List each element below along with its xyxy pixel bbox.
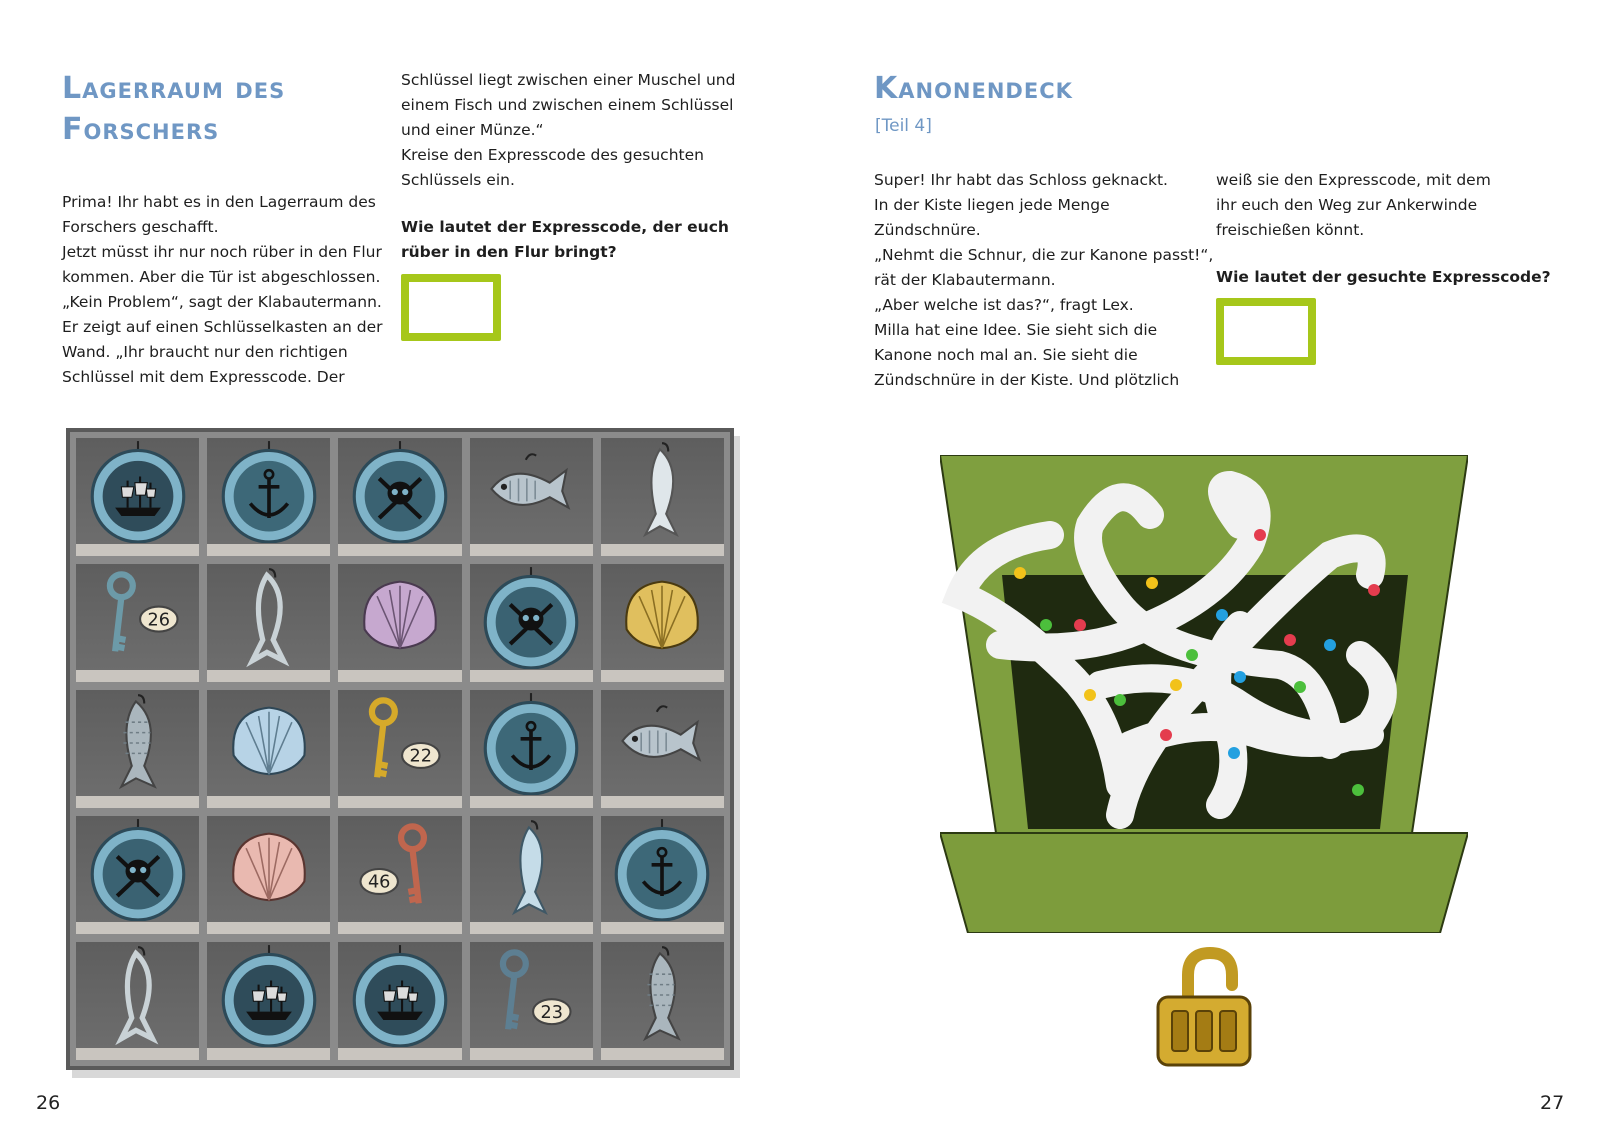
question-line: Wie lautet der gesuchte Expresscode?	[1216, 268, 1551, 286]
left-text-column-2	[401, 68, 735, 193]
cabinet-slot[interactable]	[76, 942, 199, 1060]
cabinet-slot[interactable]	[470, 564, 593, 682]
text-line: Wand. „Ihr braucht nur den richtigen	[62, 343, 348, 361]
text-line: Schlüssels ein.	[401, 171, 515, 189]
cabinet-slot[interactable]	[338, 438, 461, 556]
text-line: „Kein Problem“, sagt der Klabautermann.	[62, 293, 382, 311]
cabinet-slot[interactable]	[601, 690, 724, 808]
skull-coin-icon	[479, 565, 583, 669]
key-tag-code: 23	[540, 1002, 564, 1023]
text-line: kommen. Aber die Tür ist abgeschlossen.	[62, 268, 381, 286]
key-tag-code: 46	[367, 872, 391, 893]
text-line: In der Kiste liegen jede Menge	[874, 196, 1110, 214]
text-line: Super! Ihr habt das Schloss geknackt.	[874, 171, 1168, 189]
key-icon	[86, 565, 190, 669]
left-question	[401, 215, 729, 265]
right-question	[1216, 265, 1551, 290]
text-line: ihr euch den Weg zur Ankerwinde	[1216, 196, 1478, 214]
text-line: einem Fisch und zwischen einem Schlüssel	[401, 96, 734, 114]
right-text-column-2	[1216, 168, 1491, 243]
key-tag-code: 26	[147, 610, 170, 631]
text-line: weiß sie den Expresscode, mit dem	[1216, 171, 1491, 189]
cabinet-slot[interactable]	[207, 816, 330, 934]
cabinet-slot[interactable]	[601, 816, 724, 934]
cabinet-slot[interactable]	[601, 564, 724, 682]
fish-scales-charm-icon	[610, 943, 714, 1047]
fuse-crate-illustration	[940, 455, 1468, 933]
question-line: rüber in den Flur bringt?	[401, 243, 617, 261]
cabinet-slot[interactable]	[470, 690, 593, 808]
title-line: Lagerraum des	[62, 71, 286, 106]
cabinet-slot[interactable]	[338, 816, 461, 934]
cabinet-slot[interactable]	[207, 942, 330, 1060]
fish-charm-icon	[479, 439, 583, 543]
shell-icon	[348, 565, 452, 669]
right-page-subtitle: [Teil 4]	[875, 116, 932, 136]
title-line: Forschers	[62, 112, 220, 147]
cabinet-slot[interactable]	[601, 942, 724, 1060]
fish-charm-icon	[610, 439, 714, 543]
ship-coin-icon	[348, 943, 452, 1047]
shell-icon	[217, 817, 321, 921]
fish-outline-charm-icon	[86, 943, 190, 1047]
text-line: Zündschnüre.	[874, 221, 981, 239]
left-answer-box[interactable]	[401, 274, 501, 341]
skull-coin-icon	[348, 439, 452, 543]
text-line: Kanone noch mal an. Sie sieht die	[874, 346, 1138, 364]
cabinet-slot[interactable]	[470, 942, 593, 1060]
fish-charm-icon	[610, 691, 714, 795]
text-line: rät der Klabautermann.	[874, 271, 1056, 289]
left-text-column-1	[62, 190, 383, 390]
skull-coin-icon	[86, 817, 190, 921]
left-page-title	[62, 68, 285, 150]
shell-icon	[217, 691, 321, 795]
right-answer-box[interactable]	[1216, 298, 1316, 365]
text-line: Milla hat eine Idee. Sie sieht sich die	[874, 321, 1158, 339]
anchor-coin-icon	[217, 439, 321, 543]
right-page-title: Kanonendeck	[874, 71, 1073, 106]
fish-scales-charm-icon	[86, 691, 190, 795]
text-line: Schlüssel liegt zwischen einer Muschel und	[401, 71, 736, 89]
text-line: Forschers geschafft.	[62, 218, 219, 236]
cabinet-slot[interactable]	[601, 438, 724, 556]
cabinet-slot[interactable]	[338, 942, 461, 1060]
open-padlock-icon	[1150, 945, 1260, 1071]
cabinet-slot[interactable]	[470, 816, 593, 934]
question-line: Wie lautet der Expresscode, der euch	[401, 218, 729, 236]
cabinet-slot[interactable]	[470, 438, 593, 556]
cabinet-slot[interactable]	[338, 690, 461, 808]
cabinet-slot[interactable]	[338, 564, 461, 682]
fish-outline-charm-icon	[217, 565, 321, 669]
text-line: und einer Münze.“	[401, 121, 544, 139]
text-line: Prima! Ihr habt es in den Lagerraum des	[62, 193, 376, 211]
crate-front-panel	[940, 833, 1468, 933]
key-tag-code: 22	[409, 746, 433, 767]
shell-icon	[610, 565, 714, 669]
cabinet-slot[interactable]	[76, 690, 199, 808]
text-line: „Nehmt die Schnur, die zur Kanone passt!“,	[874, 246, 1214, 264]
page-number-right: 27	[1540, 1092, 1565, 1114]
right-text-column-1	[874, 168, 1213, 393]
key-cabinet	[66, 428, 734, 1070]
text-line: freischießen könnt.	[1216, 221, 1365, 239]
text-line: Jetzt müsst ihr nur noch rüber in den Flur	[62, 243, 382, 261]
anchor-coin-icon	[610, 817, 714, 921]
text-line: Kreise den Expresscode des gesuchten	[401, 146, 704, 164]
text-line: „Aber welche ist das?“, fragt Lex.	[874, 296, 1134, 314]
text-line: Schlüssel mit dem Expresscode. Der	[62, 368, 345, 386]
fish-charm-icon	[479, 817, 583, 921]
key-icon	[348, 691, 452, 795]
cabinet-slot[interactable]	[76, 816, 199, 934]
text-line: Zündschnüre in der Kiste. Und plötzlich	[874, 371, 1180, 389]
cabinet-slot[interactable]	[76, 438, 199, 556]
text-line: Er zeigt auf einen Schlüsselkasten an der	[62, 318, 383, 336]
anchor-coin-icon	[479, 691, 583, 795]
ship-coin-icon	[86, 439, 190, 543]
cabinet-slot[interactable]	[207, 438, 330, 556]
key-icon	[479, 943, 583, 1047]
cabinet-slot[interactable]	[207, 564, 330, 682]
cabinet-slot[interactable]	[207, 690, 330, 808]
key-icon	[348, 817, 452, 921]
cabinet-slot[interactable]	[76, 564, 199, 682]
page-number-left: 26	[36, 1092, 61, 1114]
ship-coin-icon	[217, 943, 321, 1047]
